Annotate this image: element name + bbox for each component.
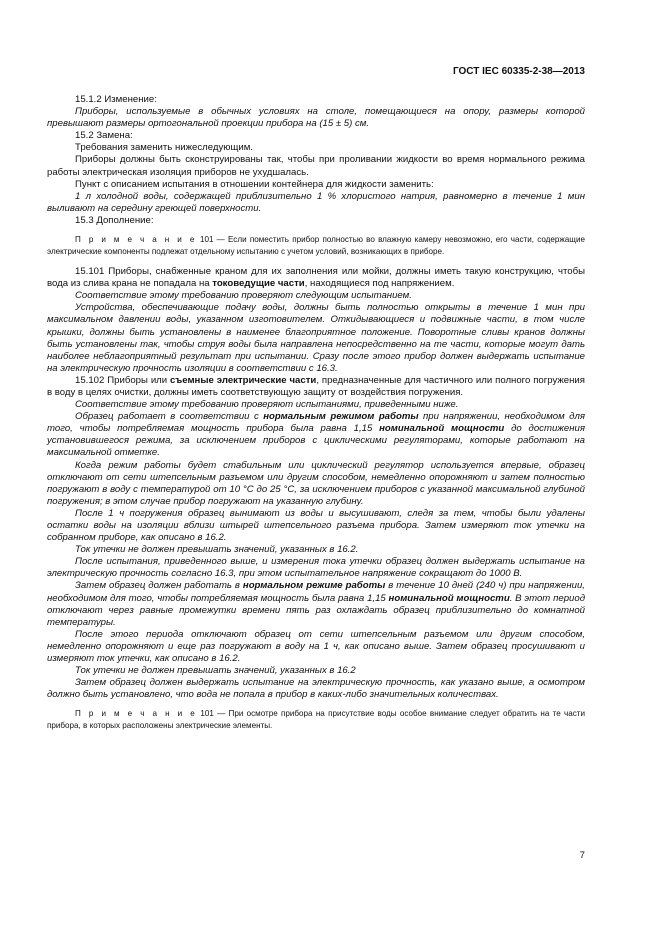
paragraph: Затем образец должен выдержать испытание на электрическую прочность, как указано выше, а осмотром должно быть установлено, что вода не попала в прибор в каких-либо значительных количествах. (47, 677, 585, 701)
paragraph: Приборы должны быть сконструированы так, чтобы при проливании жидкости во время нормального режима работы электрическая изоляция приборов не ухудшалась. (47, 154, 585, 178)
term-live-parts: токоведущие части (212, 278, 305, 290)
term-rated-power: номинальной мощности (388, 592, 510, 604)
term-normal-operation: нормальном режиме работы (242, 580, 386, 592)
note-101-second: П р и м е ч а н и е 101 — При осмотре прибора на присутствие воды особое внимание следует обратить на те части прибора, в которых расположены электрические элементы. (47, 709, 585, 730)
paragraph: Ток утечки не должен превышать значений, указанных в 16.2. (75, 544, 359, 556)
paragraph: После этого периода отключают образец от сети штепсельным разъемом или другим способом, немедленно опорожняют и еще раз погружают в воду на 1 ч, как описано выше. Затем образец просушивают и измеряют ток утечки, как описано в 16.2. (47, 628, 585, 665)
clause-15-2: 15.2 Замена: (75, 130, 133, 142)
note-label: П р и м е ч а н и е (75, 709, 198, 719)
paragraph: Пункт с описанием испытания в отношении контейнера для жидкости заменить: (75, 178, 434, 190)
paragraph: Требования заменить нижеследующим. (75, 142, 253, 154)
clause-15-102: 15.102 Приборы или съемные электрические части, предназначенные для частичного или полного погружения в воду в целях очистки, должны иметь соответствующую защиту от воздействия погружения. (47, 374, 585, 398)
page-number: 7 (579, 850, 585, 861)
paragraph: Затем образец должен работать в нормальном режиме работы в течение 10 дней (240 ч) при напряжении, необходимом для того, чтобы потребляемая мощность была равна 1,15 номинальной мощности. В этот период отключают через равные промежутки времени пять раз охлаждать образец приблизительно до комнатной температуры. (47, 580, 586, 628)
document-body (47, 94, 585, 740)
term-rated-power: номинальной мощности (379, 423, 505, 435)
clause-15-1-2: 15.1.2 Изменение: (75, 94, 157, 105)
paragraph: Соответствие этому требованию проверяют испытаниями, приведенными ниже. (75, 399, 459, 411)
paragraph: Когда режим работы будет стабильным или циклический регулятор используется впервые, образец отключают от сети штепсельным разъемом или другим способом, немедленно опорожняют и затем полностью погружают в воду с температурой от 10 °С до 25 °С, за исключением приборов с указанной максимальной глубиной погружения; в этом случае прибор погружают на указанную глубину. (47, 459, 585, 507)
paragraph: Соответствие этому требованию проверяют следующим испытанием. (75, 290, 412, 302)
paragraph: Образец работает в соответствии с нормальным режимом работы при напряжении, необходимом для того, чтобы потребляемая мощность прибора была равна 1,15 номинальной мощности до достижения установившегося режима, за исключением приборов с циклическими регуляторами, которые работают на максимальной отметке. (47, 411, 585, 459)
term-normal-operation: нормальным режимом работы (263, 411, 419, 423)
clause-15-3: 15.3 Дополнение: (75, 214, 154, 226)
paragraph: После испытания, приведенного выше, и измерения тока утечки образец должен выдержать испытание на электрическую прочность согласно 16.3, при этом испытательное напряжение сокращают до 1000 В. (47, 556, 585, 580)
note-label: П р и м е ч а н и е (75, 235, 197, 245)
paragraph: Ток утечки не должен превышать значений, указанных в 16.2 (75, 665, 356, 677)
note-101-first: П р и м е ч а н и е 101 — Если поместить прибор полностью во влажную камеру невозможно, его части, содержащие электрические компоненты подлежат отдельному испытанию с учетом условий, возникающих в приборе. (47, 235, 585, 256)
standard-header: ГОСТ IEC 60335-2-38—2013 (452, 66, 585, 77)
term-detachable-parts: съемные электрические части (170, 374, 317, 386)
paragraph: После 1 ч погружения образец вынимают из воды и высушивают, следя за тем, чтобы были удалены остатки воды на изоляции вблизи штырей штепсельного разъема прибора. Затем измеряют ток утечки на собранном приборе, как описано в 16.2. (47, 507, 585, 544)
paragraph: Приборы, используемые в обычных условиях на столе, помещающиеся на опору, размеры которой превышают размеры ортогональной проекции прибора на (15 ± 5) см. (47, 106, 585, 130)
paragraph: Устройства, обеспечивающие подачу воды, должны быть полностью открыты в течение 1 мин при максимальном давлении воды, указанном изготовителем. Откидывающиеся и подвижные части, в том числе крышки, должны быть установлены в наименее благоприятное положение. Поворотные сливы кранов должны быть установлены так, чтобы струя воды была направлена непосредственно на те части, которые могут дать наиболее неблагоприятный результат при испытании. Сразу после этого прибор должен выдержать испытание на электрическую прочность изоляции в соответствии с 16.3. (47, 302, 585, 374)
paragraph: 1 л холодной воды, содержащей приблизительно 1 % хлористого натрия, равномерно в течение 1 мин выливают на середину греющей поверхности. (47, 190, 585, 214)
clause-15-101: 15.101 Приборы, снабженные краном для их заполнения или мойки, должны иметь такую конструкцию, чтобы вода из слива крана не попадала на токоведущие части, находящиеся под напряжением. (47, 266, 585, 290)
